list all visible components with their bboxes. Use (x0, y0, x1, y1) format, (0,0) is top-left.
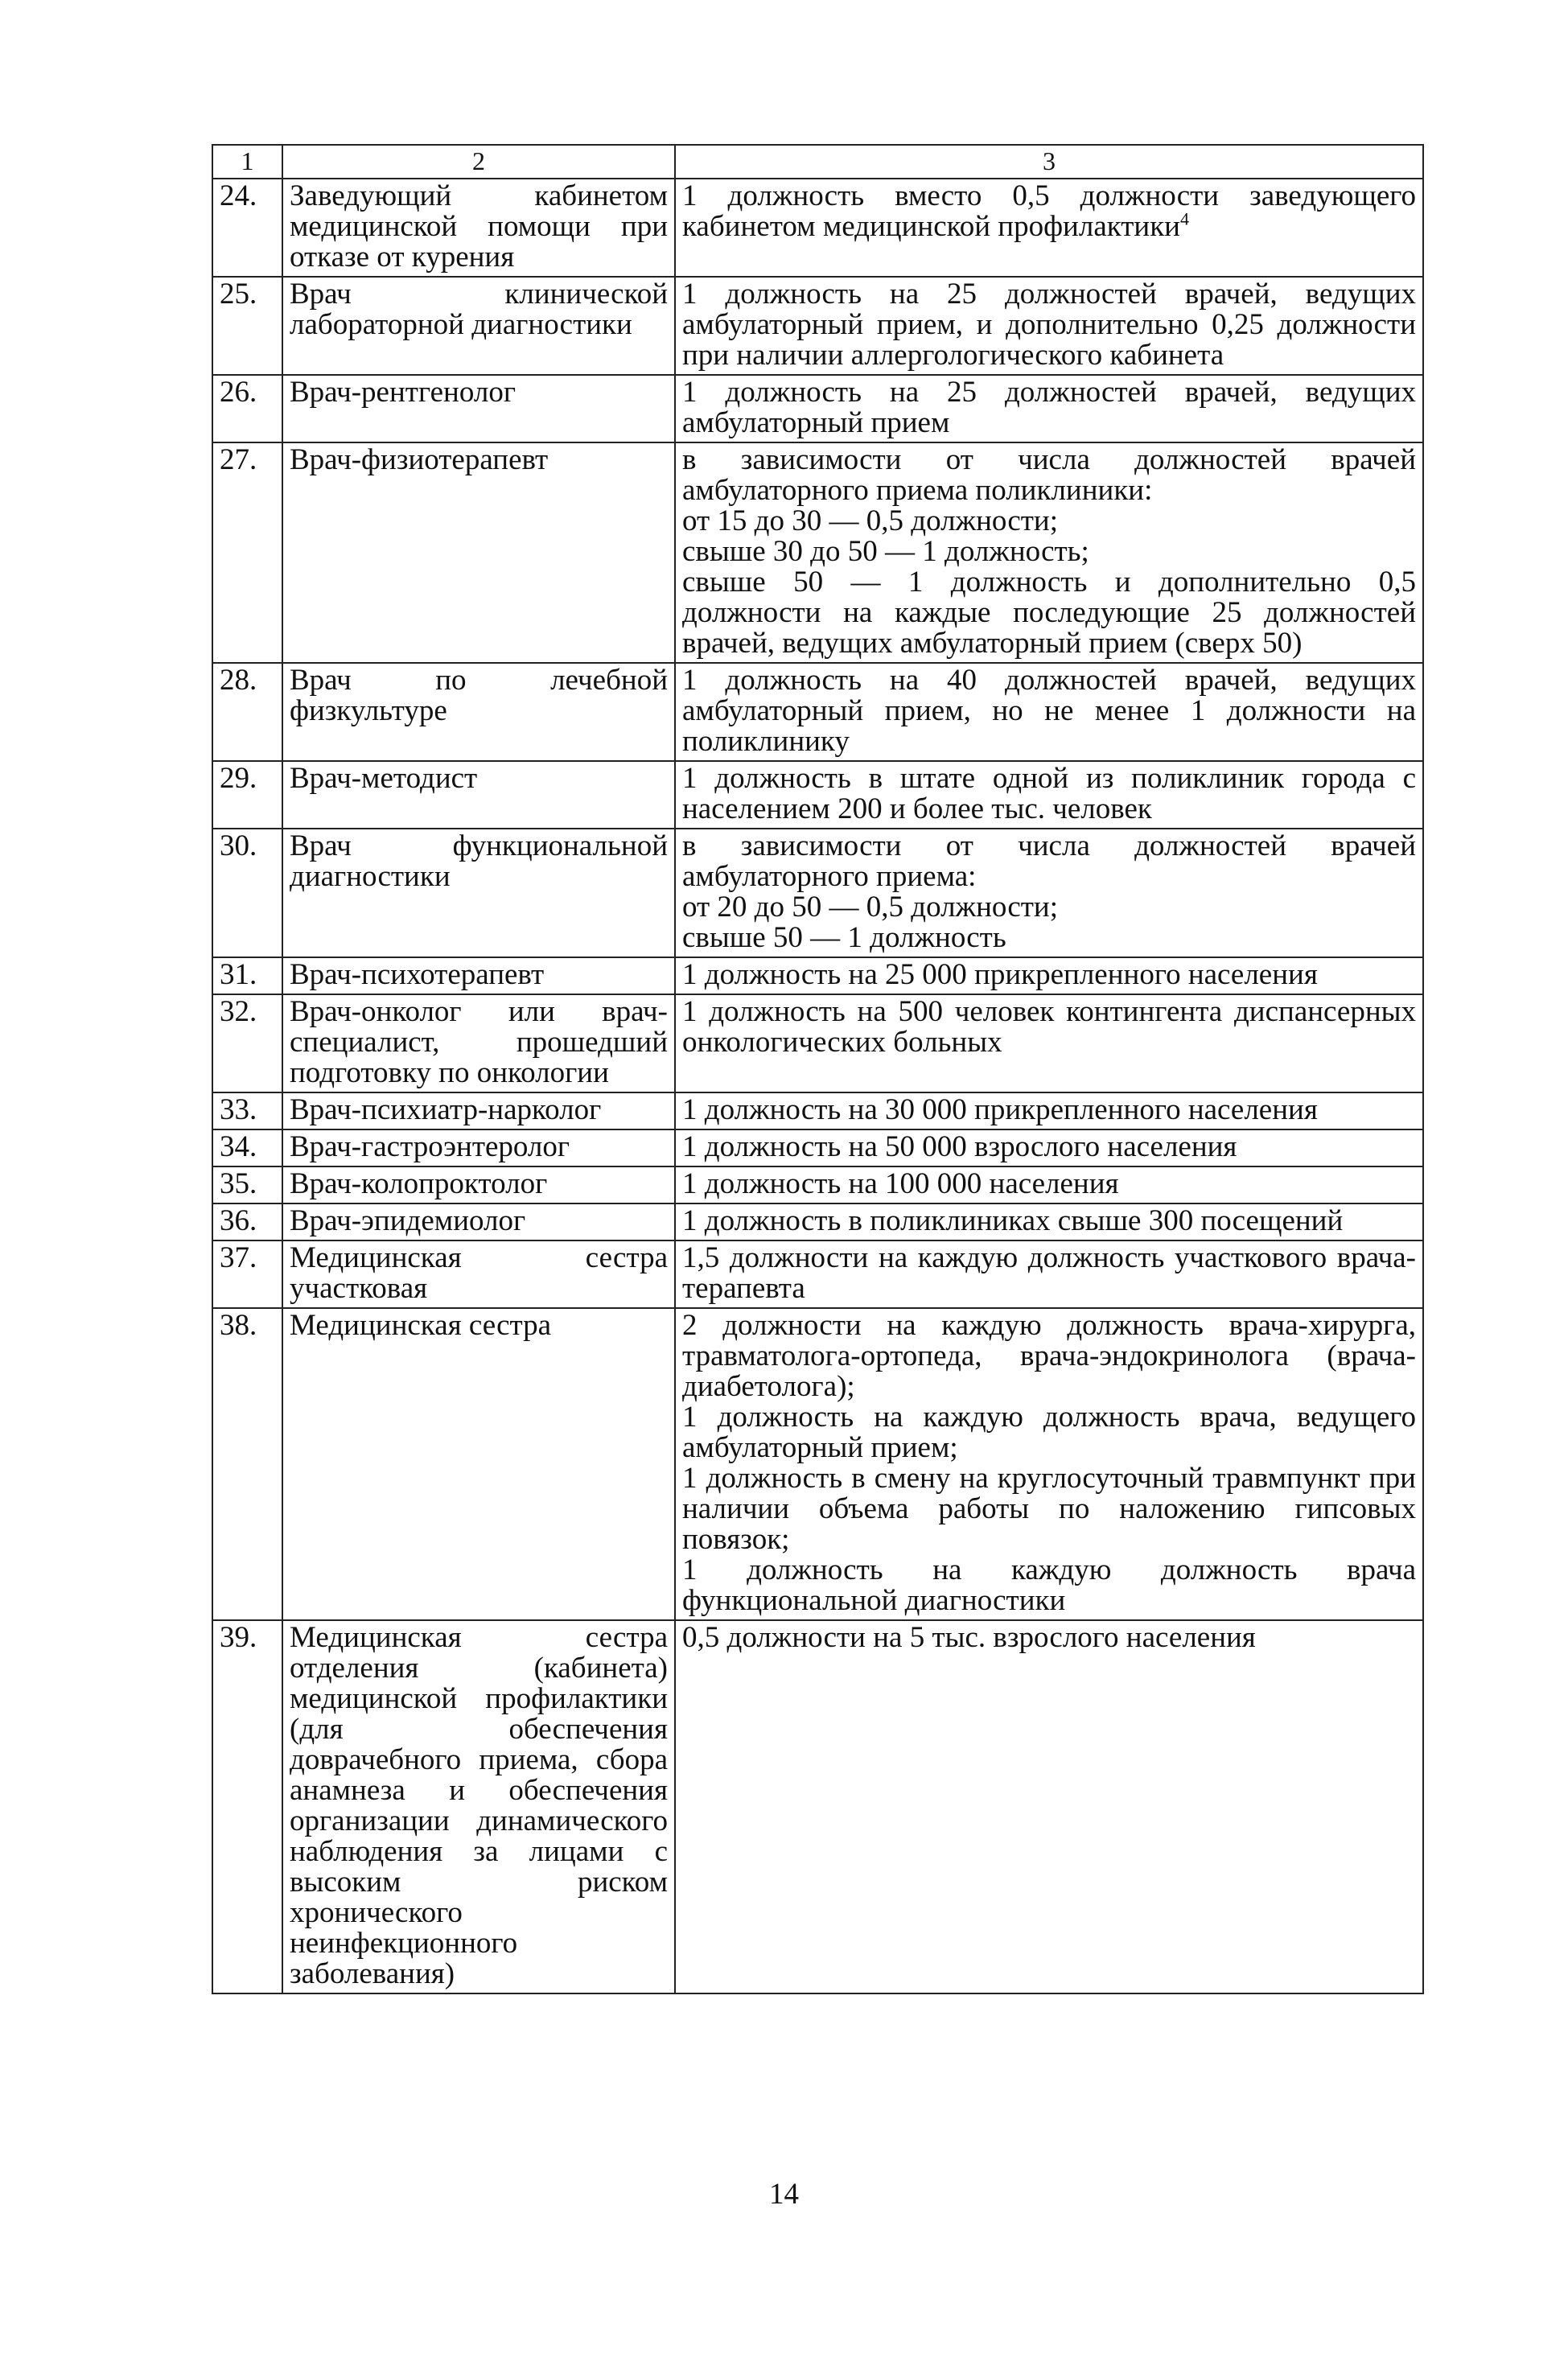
row-number: 35. (212, 1166, 282, 1203)
staffing-norm (675, 1166, 1423, 1203)
table-body (212, 145, 1423, 1993)
table-row (212, 1166, 1423, 1203)
staffing-norm (675, 1129, 1423, 1166)
table-row (212, 1092, 1423, 1129)
row-number: 24. (212, 179, 282, 277)
table-row (212, 1620, 1423, 1993)
position-title: Врач-рентгенолог (282, 375, 675, 442)
header-cell-norm: 3 (675, 145, 1423, 179)
row-number: 27. (212, 442, 282, 663)
position-title: Врач-психиатр-нарколог (282, 1092, 675, 1129)
table-row (212, 277, 1423, 375)
row-number: 30. (212, 829, 282, 957)
table-row (212, 761, 1423, 829)
staffing-norm (675, 1620, 1423, 1993)
staffing-norm (675, 1240, 1423, 1308)
norm-line: 1 должность в штате одной из поликлиник города с населением 200 и более тыс. человек (682, 762, 1416, 825)
staffing-norm (675, 1203, 1423, 1240)
table-row (212, 179, 1423, 277)
row-number: 33. (212, 1092, 282, 1129)
position-title: Врач-эпидемиолог (282, 1203, 675, 1240)
footnote-marker: 4 (1179, 208, 1189, 229)
table-header-row (212, 145, 1423, 179)
table-row (212, 829, 1423, 957)
table-row (212, 1240, 1423, 1308)
row-number: 29. (212, 761, 282, 829)
position-title: Врач по лечебной физкультуре (282, 663, 675, 761)
position-title: Врач функциональной диагностики (282, 829, 675, 957)
staffing-norm (675, 179, 1423, 277)
position-title: Заведующий кабинетом медицинской помощи при отказе от курения (282, 179, 675, 277)
staffing-norm (675, 1308, 1423, 1620)
norm-line: от 20 до 50 — 0,5 должности; (682, 891, 1059, 924)
staffing-norm (675, 957, 1423, 994)
norm-line: 1 должность на 100 000 населения (682, 1167, 1119, 1200)
staffing-norm (675, 994, 1423, 1092)
norm-line: 1 должность на 30 000 прикрепленного населения (682, 1093, 1318, 1126)
norm-line: в зависимости от числа должностей врачей амбулаторного приема поликлиники: (682, 443, 1416, 507)
norm-line: 2 должности на каждую должность врача-хирурга, травматолога-ортопеда, врача-эндокринолога (врача-диабетолога); (682, 1309, 1416, 1403)
norm-line: 1,5 должности на каждую должность участкового врача-терапевта (682, 1241, 1416, 1305)
staffing-norm (675, 663, 1423, 761)
row-number: 25. (212, 277, 282, 375)
norm-line: свыше 50 — 1 должность (682, 921, 1006, 954)
row-number: 26. (212, 375, 282, 442)
table-row (212, 442, 1423, 663)
row-number: 28. (212, 663, 282, 761)
norm-line: 1 должность на 50 000 взрослого населения (682, 1130, 1237, 1163)
row-number: 36. (212, 1203, 282, 1240)
staffing-norm (675, 277, 1423, 375)
row-number: 39. (212, 1620, 282, 1993)
position-title: Врач-гастроэнтеролог (282, 1129, 675, 1166)
row-number: 37. (212, 1240, 282, 1308)
staffing-norm (675, 761, 1423, 829)
row-number: 34. (212, 1129, 282, 1166)
norm-line: 1 должность на 25 должностей врачей, ведущих амбулаторный прием, и дополнительно 0,25 должности при наличии аллергологического кабинета (682, 278, 1416, 372)
table-row (212, 1308, 1423, 1620)
position-title: Врач-колопроктолог (282, 1166, 675, 1203)
norm-line-with-footnote (682, 181, 1416, 242)
norm-line: 0,5 должности на 5 тыс. взрослого населения (682, 1621, 1256, 1654)
row-number: 31. (212, 957, 282, 994)
norm-line: свыше 50 — 1 должность и дополнительно 0,5 должности на каждые последующие 25 должностей врачей, ведущих амбулаторный прием (сверх 50) (682, 566, 1416, 660)
staffing-norm (675, 442, 1423, 663)
page-number: 14 (769, 2178, 799, 2211)
norm-line: 1 должность на 40 должностей врачей, ведущих амбулаторный прием, но не менее 1 должности на поликлинику (682, 664, 1416, 758)
norm-line: 1 должность вместо 0,5 должности заведующего кабинетом медицинской профилактики (682, 179, 1416, 243)
staffing-norm (675, 375, 1423, 442)
staffing-norms-table (212, 144, 1424, 1994)
staffing-norm (675, 1092, 1423, 1129)
norm-line: в зависимости от числа должностей врачей амбулаторного приема: (682, 829, 1416, 893)
table-row (212, 1203, 1423, 1240)
position-title: Медицинская сестра участковая (282, 1240, 675, 1308)
position-title: Врач-онколог или врач-специалист, прошедший подготовку по онкологии (282, 994, 675, 1092)
staffing-norm (675, 829, 1423, 957)
position-title: Врач-методист (282, 761, 675, 829)
row-number: 32. (212, 994, 282, 1092)
table-row (212, 994, 1423, 1092)
norm-line: 1 должность на 25 000 прикрепленного населения (682, 958, 1318, 991)
table-row (212, 375, 1423, 442)
norm-line: 1 должность на 500 человек контингента диспансерных онкологических больных (682, 995, 1416, 1059)
position-title: Врач-физиотерапевт (282, 442, 675, 663)
row-number: 38. (212, 1308, 282, 1620)
norm-line: 1 должность в смену на круглосуточный травмпункт при наличии объема работы по наложению гипсовых повязок; (682, 1462, 1416, 1556)
norm-line: свыше 30 до 50 — 1 должность; (682, 535, 1089, 568)
table-row (212, 663, 1423, 761)
table-row (212, 957, 1423, 994)
norm-line: 1 должность на каждую должность врача, ведущего амбулаторный прием; (682, 1401, 1416, 1464)
position-title: Врач клинической лабораторной диагностики (282, 277, 675, 375)
norm-line: 1 должность на 25 должностей врачей, ведущих амбулаторный прием (682, 376, 1416, 439)
position-title: Медицинская сестра отделения (кабинета) медицинской профилактики (для обеспечения доврачебного приема, сбора анамнеза и обеспечения организации динамического наблюдения за лицами с высоким риском хронического неинфекционного заболевания) (282, 1620, 675, 1993)
norm-line: 1 должность на каждую должность врача функциональной диагностики (682, 1553, 1416, 1617)
header-cell-number: 1 (212, 145, 282, 179)
position-title: Врач-психотерапевт (282, 957, 675, 994)
header-cell-position: 2 (282, 145, 675, 179)
norm-line: 1 должность в поликлиниках свыше 300 посещений (682, 1204, 1344, 1237)
table-row (212, 1129, 1423, 1166)
norm-line: от 15 до 30 — 0,5 должности; (682, 504, 1059, 537)
position-title: Медицинская сестра (282, 1308, 675, 1620)
